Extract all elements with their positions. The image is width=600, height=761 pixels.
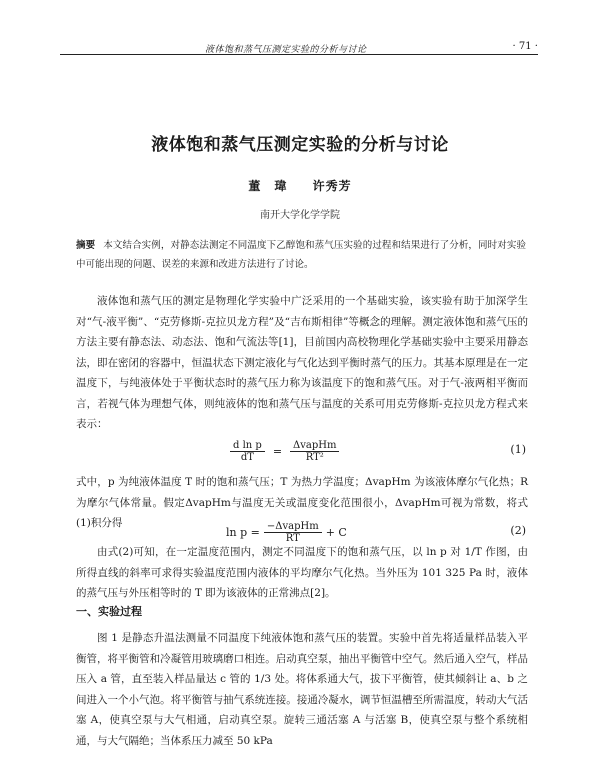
running-header	[60, 34, 538, 55]
experiment-paragraph: 图 1 是静态升温法测量不同温度下纯液体饱和蒸气压的装置。实验中首先将适量样品装入平衡管，将平衡管和冷凝管用玻璃磨口相连。启动真空泵，抽出平衡管中空气。然后通入空气，样品压入 a 管，直至装入样品量达 c 管的 1/3 处。将体系通大气，拔下平衡管，使其倾斜让 a、b 之间进入一个小气泡。将平衡管与抽气系统连接。接通冷凝水，调节恒温槽至所需温度，转动大气活塞 A，使真空泵与大气相通，启动真空泵。旋转三通活塞 A 与活塞 B，使真空泵与整个系统相通，与大气隔绝；当体系压力减至 50 kPa	[76, 632, 528, 747]
eq1-rhs-den: RT²	[305, 451, 324, 463]
eq2-lhs: ln p =	[226, 525, 260, 539]
eq1-lhs-fraction	[230, 440, 265, 463]
paper-title: 液体饱和蒸气压测定实验的分析与讨论	[151, 135, 449, 155]
page-number: · 71 ·	[512, 41, 538, 52]
eq2-fraction	[264, 521, 322, 544]
eq1-lhs-num: d ln p	[230, 440, 265, 452]
section-heading-experiment: 一、实验过程	[76, 605, 142, 618]
eq2-den: RT	[285, 532, 300, 544]
eq2-num: −ΔvapHm	[264, 521, 322, 533]
abstract-label: 摘要	[76, 240, 96, 251]
author-2: 许秀芳	[312, 179, 352, 193]
eq2-tail: + C	[325, 525, 347, 539]
explanation-1: 式中，p 为纯液体温度 T 时的饱和蒸气压；T 为热力学温度；ΔvapHm 为该液体摩尔气化热；R 为摩尔气体常量。假定ΔvapHm与温度无关或温度变化范围很小，ΔvapHm可视为常数，将式(1)积分得	[76, 476, 528, 529]
eq1-lhs-den: dT	[240, 451, 254, 463]
abstract	[76, 236, 526, 274]
author-1: 董 瑋	[248, 179, 288, 193]
explanation-2: 由式(2)可知，在一定温度范围内，测定不同温度下的饱和蒸气压，以 ln p 对 1/T 作图，由所得直线的斜率可求得实验温度范围内液体的平均摩尔气化热。当外压为 101 325 Pa 时，液体的蒸气压与外压相等时的 T 即为该液体的正常沸点[2]。	[76, 546, 528, 599]
eq1-number: (1)	[510, 443, 526, 456]
eq2-number: (2)	[510, 524, 526, 537]
intro-paragraph: 液体饱和蒸气压的测定是物理化学实验中广泛采用的一个基础实验，该实验有助于加深学生对“气-液平衡”、“克劳修斯-克拉贝龙方程”及“吉布斯相律”等概念的理解。测定液体饱和蒸气压的方法主要有静态法、动态法、饱和气流法等[1]，目前国内高校物理化学基础实验中主要采用静态法，即在密闭的容器中，恒温状态下测定液化与气化达到平衡时蒸气的压力。其基本原理是在一定温度下，与纯液体处于平衡状态时的蒸气压力称为该温度下的饱和蒸气压。对于气-液两相平衡而言，若视气体为理想气体，则纯液体的饱和蒸气压与温度的关系可用克劳修斯-克拉贝龙方程式来表示：	[76, 295, 528, 430]
abstract-text: 本文结合实例，对静态法测定不同温度下乙醇饱和蒸气压实验的过程和结果进行了分析，同时对实验中可能出现的问题、误差的来源和改进方法进行了讨论。	[76, 240, 526, 270]
equation-1: $\frac{\text{d ln p}}{dT}$ = $\frac{\text{ΔvapHm}}{\text{RT²}}$ (1)	[76, 431, 528, 471]
eq1-rhs-fraction	[290, 440, 339, 463]
affiliation: 南开大学化学学院	[260, 210, 340, 221]
eq1-rhs-num: ΔvapHm	[290, 440, 339, 452]
running-title: 液体饱和蒸气压测定实验的分析与讨论	[205, 45, 367, 55]
authors	[0, 177, 600, 194]
